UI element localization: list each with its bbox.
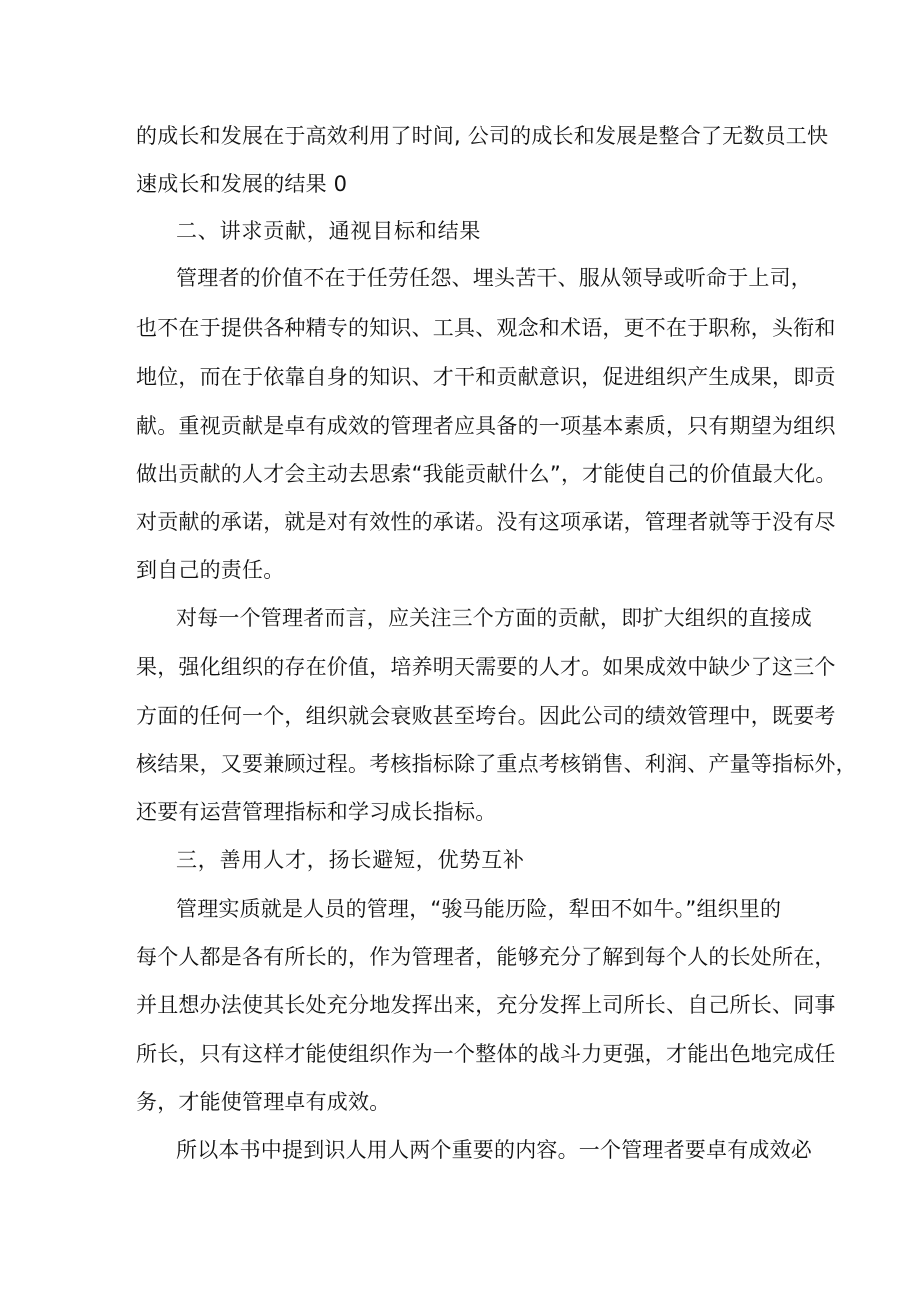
paragraph-line: 每个人都是各有所长的，作为管理者，能够充分了解到每个人的长处所在， [136,945,836,969]
section-heading: 二、讲求贡献，通视目标和结果 [176,219,482,243]
paragraph-line: 对每一个管理者而言，应关注三个方面的贡献，即扩大组织的直接成 [176,606,812,630]
paragraph-line: 管理实质就是人员的管理，“骏马能历险，犁田不如牛。”组织里的 [176,897,782,921]
paragraph-line: 所以本书中提到识人用人两个重要的内容。一个管理者要卓有成效必 [176,1138,812,1162]
paragraph-line: 务，才能使管理卓有成效。 [136,1090,391,1114]
paragraph-line: 对贡献的承诺，就是对有效性的承诺。没有这项承诺，管理者就等于没有尽 [136,510,836,534]
paragraph-line: 做出贡献的人才会主动去思索“我能贡献什么”，才能使自己的价值最大化。 [136,462,837,486]
paragraph-line: 的成长和发展在于高效利用了时间, 公司的成长和发展是整合了无数员工快 [136,124,829,148]
paragraph-line: 并且想办法使其长处充分地发挥出来，充分发挥上司所长、自己所长、同事 [136,993,836,1017]
paragraph-line: 核结果，又要兼顾过程。考核指标除了重点考核销售、利润、产量等指标外， [136,752,857,776]
paragraph-line: 果，强化组织的存在价值，培养明天需要的人才。如果成效中缺少了这三个 [136,655,836,679]
section-heading: 三，善用人才，扬长避短，优势互补 [176,848,525,872]
paragraph-line: 献。重视贡献是卓有成效的管理者应具备的一项基本素质，只有期望为组织 [136,414,836,438]
paragraph-line: 地位，而在于依靠自身的知识、才干和贡献意识，促进组织产生成果，即贡 [136,365,836,389]
paragraph-line: 方面的任何一个，组织就会衰败甚至垮台。因此公司的绩效管理中，既要考 [136,704,836,728]
paragraph-line: 速成长和发展的结果 0 [136,172,348,196]
paragraph-line: 所长，只有这样才能使组织作为一个整体的战斗力更强，才能出色地完成任 [136,1042,836,1066]
paragraph-line: 还要有运营管理指标和学习成长指标。 [136,800,497,824]
paragraph-line: 管理者的价值不在于任劳任怨、埋头苦干、服从领导或听命于上司， [176,266,812,290]
paragraph-line: 也不在于提供各种精专的知识、工具、观念和术语，更不在于职称，头衔和 [136,316,836,340]
paragraph-line: 到自己的责任。 [136,558,285,582]
